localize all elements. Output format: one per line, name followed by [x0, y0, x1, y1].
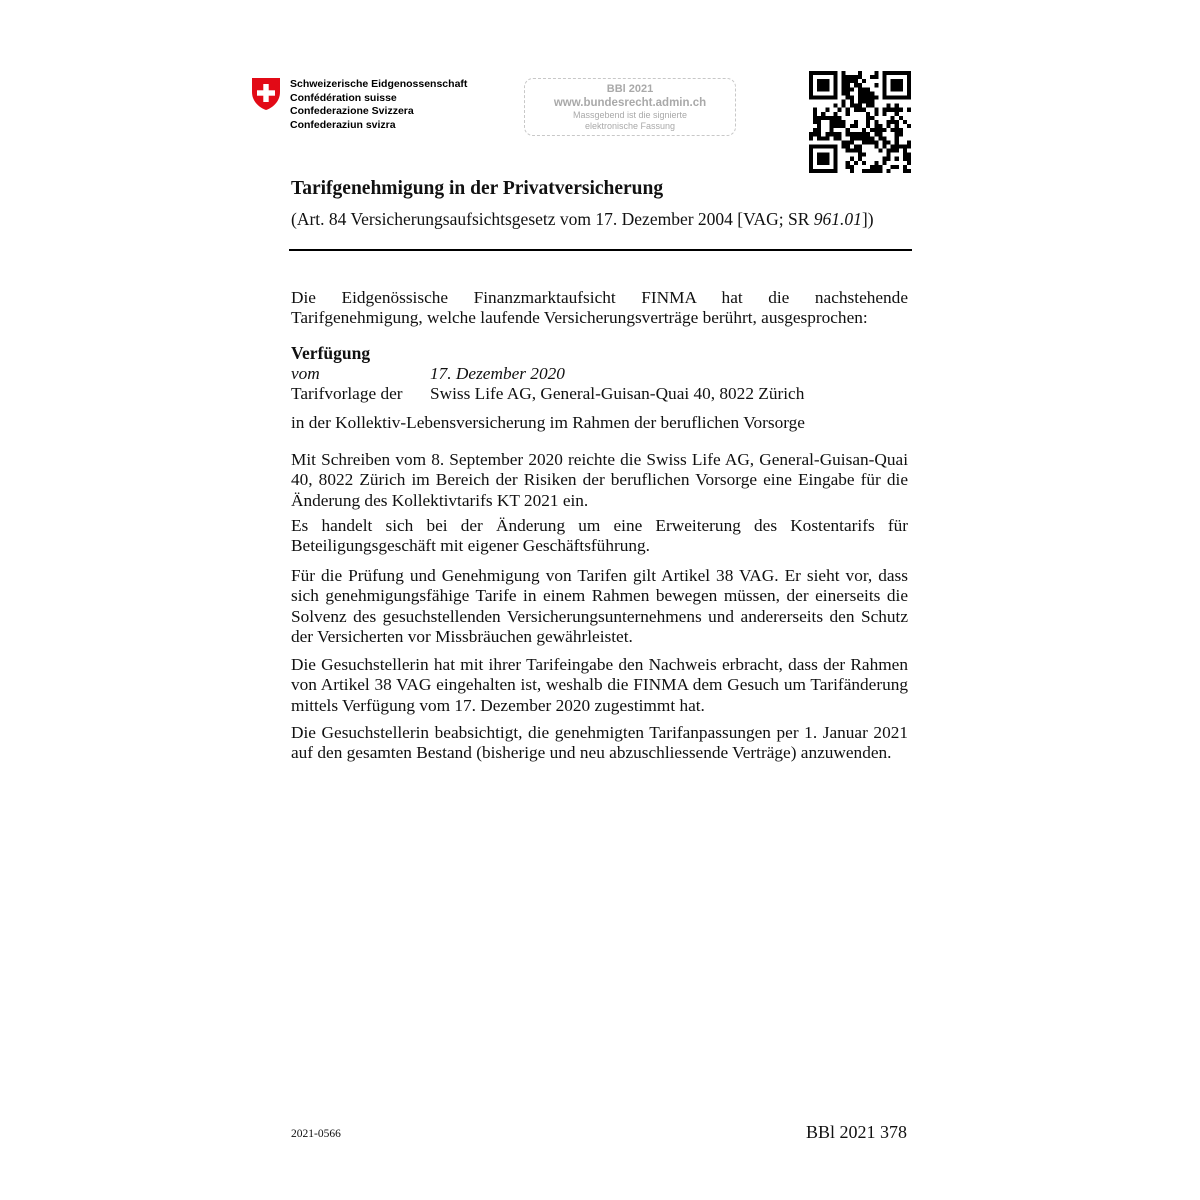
body-paragraph: Die Gesuchstellerin beabsichtigt, die genehmigten Tarifanpassungen per 1. Januar 2021 auf den gesamten Bestand (bisherige und neu abzuschliessende Verträge) anzuwenden. [291, 723, 908, 763]
bbl-reference: BBl 2021 378 [806, 1122, 908, 1142]
publication-stamp [524, 78, 736, 136]
verfuegung-heading: Verfügung [291, 343, 371, 363]
verfuegung-date-label: vom [291, 364, 320, 383]
swiss-coat-of-arms-icon [251, 77, 281, 111]
confederation-name-rm: Confederaziun svizra [290, 118, 396, 131]
confederation-name-de: Schweizerische Eidgenossenschaft [290, 78, 468, 90]
confederation-name-it: Confederazione Svizzera [290, 105, 414, 118]
document-number: 2021-0566 [291, 1128, 341, 1140]
body-paragraph: Die Gesuchstellerin hat mit ihrer Tarifeingabe den Nachweis erbracht, dass der Rahmen von Artikel 38 VAG eingehalten ist, weshalb die FINMA dem Gesuch um Tarifänderung mittels Verfügung vom 17. Dezember 2020 zugestimmt hat. [291, 655, 908, 715]
title-divider [289, 249, 912, 251]
verfuegung-scope: in der Kollektiv-Lebensversicherung im Rahmen der beruflichen Vorsorge [291, 413, 805, 432]
body-paragraph: Mit Schreiben vom 8. September 2020 reichte die Swiss Life AG, General-Guisan-Quai 40, 8022 Zürich im Bereich der Risiken der beruflichen Vorsorge eine Eingabe für die Änderung des Kollektivtarifs KT 2021 ein. [291, 450, 908, 510]
stamp-url: www.bundesrecht.admin.ch [553, 97, 707, 109]
body-paragraph: Es handelt sich bei der Änderung um eine Erweiterung des Kostentarifs für Beteiligungsgeschäft mit eigener Geschäftsführung. [291, 516, 908, 556]
subtitle-sr-number: 961.01 [813, 209, 862, 229]
confederation-names [290, 78, 467, 132]
document-title: Tarifgenehmigung in der Privatversicherung [291, 178, 664, 199]
document-subtitle [291, 209, 874, 230]
qr-code-icon [809, 71, 911, 173]
intro-paragraph: Die Eidgenössische Finanzmarktaufsicht FINMA hat die nachstehende Tarifgenehmigung, welche laufende Versicherungsverträge berührt, ausgesprochen: [291, 288, 908, 328]
confederation-name-fr: Confédération suisse [290, 91, 397, 104]
subtitle-end: ]) [861, 209, 874, 229]
stamp-note-1: Massgebend ist die signierte [572, 110, 688, 120]
tarif-label: Tarifvorlage der [291, 384, 403, 403]
verfuegung-date: 17. Dezember 2020 [430, 364, 565, 383]
stamp-publication: BBl 2021 [606, 83, 654, 95]
tarif-applicant: Swiss Life AG, General-Guisan-Quai 40, 8022 Zürich [430, 384, 805, 403]
stamp-note-2: elektronische Fassung [584, 121, 676, 131]
body-paragraph: Für die Prüfung und Genehmigung von Tarifen gilt Artikel 38 VAG. Er sieht vor, dass sich genehmigungsfähige Tarife in einem Rahmen bewegen müssen, der einerseits die Solvenz des gesuchstellenden Versicherungsunternehmens und andererseits den Schutz der Versicherten vor Missbräuchen gewährleistet. [291, 566, 908, 647]
subtitle-text: (Art. 84 Versicherungsaufsichtsgesetz vom 17. Dezember 2004 [VAG; SR [291, 209, 814, 229]
